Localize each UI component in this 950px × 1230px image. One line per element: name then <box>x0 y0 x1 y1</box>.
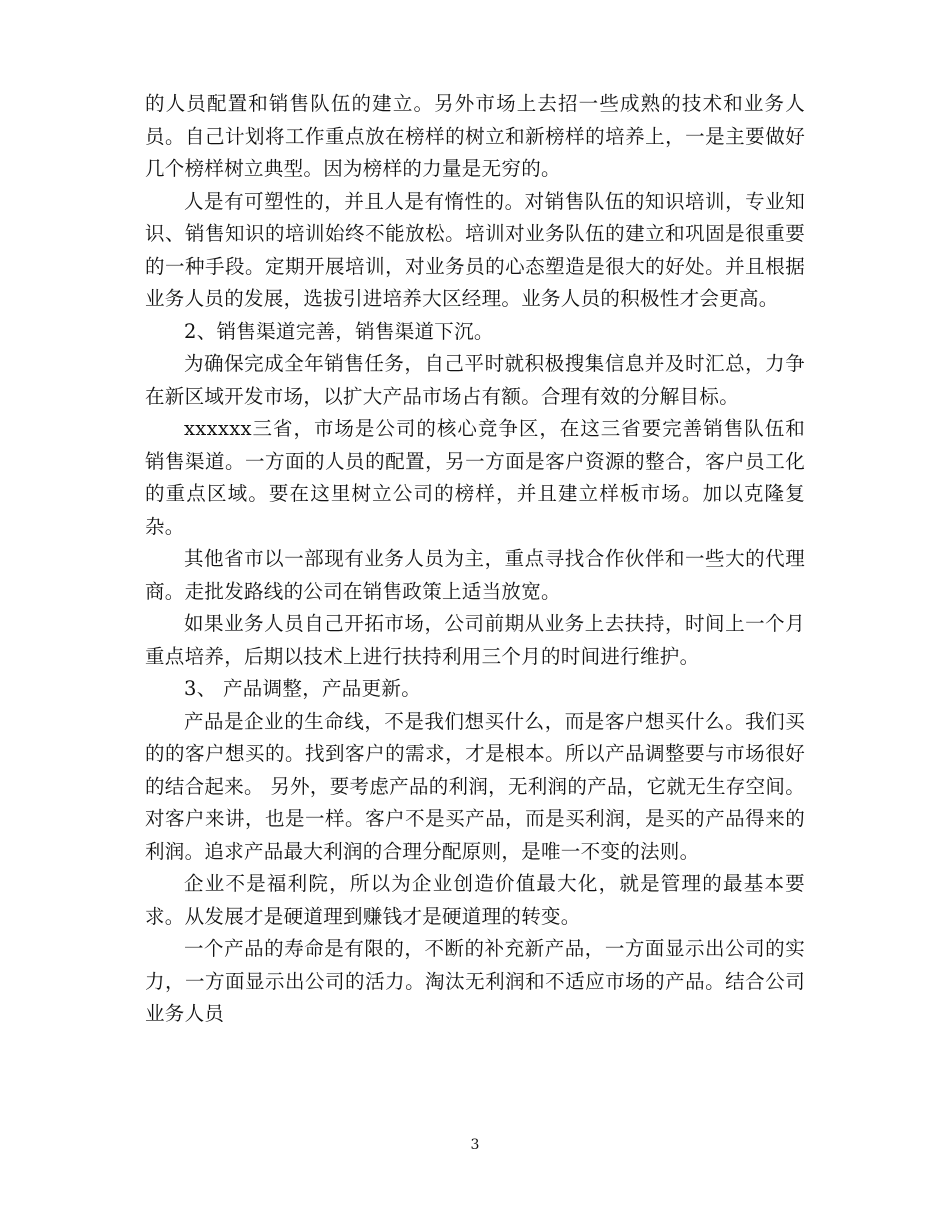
section-heading: 3、 产品调整，产品更新。 <box>184 677 422 700</box>
document-body <box>145 88 805 1031</box>
paragraph: 其他省市以一部现有业务人员为主，重点寻找合作伙伴和一些大的代理商。走批发路线的公司在销售政策上适当放宽。 <box>145 547 805 603</box>
paragraph: 的人员配置和销售队伍的建立。另外市场上去招一些成熟的技术和业务人员。自己计划将工作重点放在榜样的树立和新榜样的培养上，一是主要做好几个榜样树立典型。因为榜样的力量是无穷的。 <box>145 92 805 180</box>
paragraph: 如果业务人员自己开拓市场，公司前期从业务上去扶持，时间上一个月重点培养，后期以技术上进行扶持利用三个月的时间进行维护。 <box>145 612 805 668</box>
paragraph: xxxxxx三省，市场是公司的核心竞争区，在这三省要完善销售队伍和销售渠道。一方面的人员的配置，另一方面是客户资源的整合，客户员工化的重点区域。要在这里树立公司的榜样，并且建立样板市场。加以克隆复杂。 <box>145 417 805 538</box>
paragraph: 一个产品的寿命是有限的，不断的补充新产品，一方面显示出公司的实力，一方面显示出公司的活力。淘汰无利润和不适应市场的产品。结合公司业务人员 <box>145 937 805 1025</box>
paragraph: 人是有可塑性的，并且人是有惰性的。对销售队伍的知识培训，专业知识、销售知识的培训始终不能放松。培训对业务队伍的建立和巩固是很重要的一种手段。定期开展培训，对业务员的心态塑造是很大的好处。并且根据业务人员的发展，选拔引进培养大区经理。业务人员的积极性才会更高。 <box>145 189 805 310</box>
paragraph: 产品是企业的生命线，不是我们想买什么，而是客户想买什么。我们买的的客户想买的。找到客户的需求，才是根本。所以产品调整要与市场很好的结合起来。 另外，要考虑产品的利润，无利润的产品，它就无生存空间。对客户来讲，也是一样。客户不是买产品，而是买利润，是买的产品得来的利润。追求产品最大利润的合理分配原则，是唯一不变的法则。 <box>145 709 805 863</box>
page-number: 3 <box>470 1137 480 1153</box>
section-heading: 2、销售渠道完善，销售渠道下沉。 <box>184 319 494 343</box>
paragraph: 企业不是福利院，所以为企业创造价值最大化，就是管理的最基本要求。从发展才是硬道理到赚钱才是硬道理的转变。 <box>145 872 805 928</box>
paragraph: 为确保完成全年销售任务，自己平时就积极搜集信息并及时汇总，力争在新区域开发市场，以扩大产品市场占有额。合理有效的分解目标。 <box>145 352 805 408</box>
